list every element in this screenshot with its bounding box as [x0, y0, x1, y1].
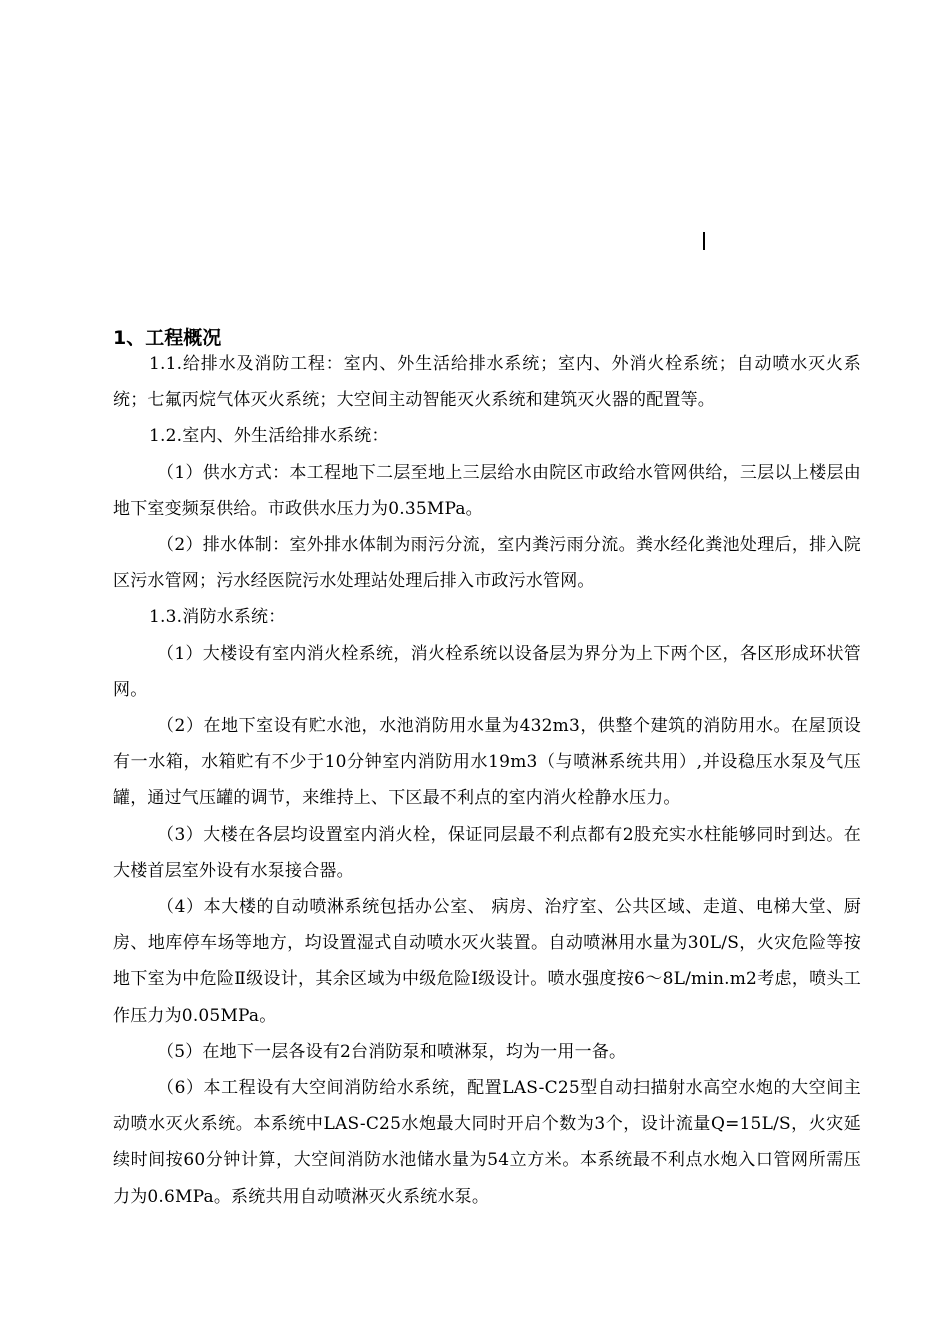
document-body	[113, 346, 861, 1215]
paragraph-1-1: 1.1.给排水及消防工程：室内、外生活给排水系统；室内、外消火栓系统；自动喷水灭火系统；七氟丙烷气体灭火系统；大空间主动智能灭火系统和建筑灭火器的配置等。	[113, 354, 861, 411]
paragraph-1-2: 1.2.室内、外生活给排水系统：	[149, 426, 389, 447]
paragraph-1-3: 1.3.消防水系统：	[149, 607, 286, 628]
paragraph-drainage: （2）排水体制：室外排水体制为雨污分流，室内粪污雨分流。粪水经化粪池处理后，排入院区污水管网；污水经医院污水处理站处理后排入市政污水管网。	[113, 535, 861, 592]
paragraph-pumps: （5）在地下一层各设有2台消防泵和喷淋泵，均为一用一备。	[157, 1041, 627, 1062]
paragraph-water-storage: （2）在地下室设有贮水池，水池消防用水量为432m3，供整个建筑的消防用水。在屋顶设有一水箱，水箱贮有不少于10分钟室内消防用水19m3（与喷淋系统共用）,并设稳压水泵及气压罐，通过气压罐的调节，来维持上、下区最不利点的室内消火栓静水压力。	[113, 716, 861, 809]
section-heading: 1、工程概况	[113, 327, 222, 349]
paragraph-water-supply: （1）供水方式：本工程地下二层至地上三层给水由院区市政给水管网供给，三层以上楼层由地下室变频泵供给。市政供水压力为0.35MPa。	[113, 462, 861, 519]
text-cursor-mark	[703, 232, 705, 250]
paragraph-hydrant-system: （1）大楼设有室内消火栓系统，消火栓系统以设备层为界分为上下两个区，各区形成环状管网。	[113, 643, 861, 700]
paragraph-sprinkler-system: （4）本大楼的自动喷淋系统包括办公室、 病房、治疗室、公共区域、走道、电梯大堂、厨房、地库停车场等地方，均设置湿式自动喷水灭火装置。自动喷淋用水量为30L/S，火灾危险等按地下室为中危险Ⅱ级设计，其余区域为中级危险Ⅰ级设计。喷水强度按6～8L/min.m2考虑，喷头工作压力为0.05MPa。	[113, 897, 861, 1026]
paragraph-indoor-hydrants: （3）大楼在各层均设置室内消火栓，保证同层最不利点都有2股充实水柱能够同时到达。在大楼首层室外设有水泵接合器。	[113, 824, 861, 881]
paragraph-large-space-system: （6）本工程设有大空间消防给水系统，配置LAS-C25型自动扫描射水高空水炮的大空间主动喷水灭火系统。本系统中LAS-C25水炮最大同时开启个数为3个，设计流量Q=15L/S，火灾延续时间按60分钟计算，大空间消防水池储水量为54立方米。本系统最不利点水炮入口管网所需压力为0.6MPa。系统共用自动喷淋灭火系统水泵。	[113, 1078, 861, 1207]
